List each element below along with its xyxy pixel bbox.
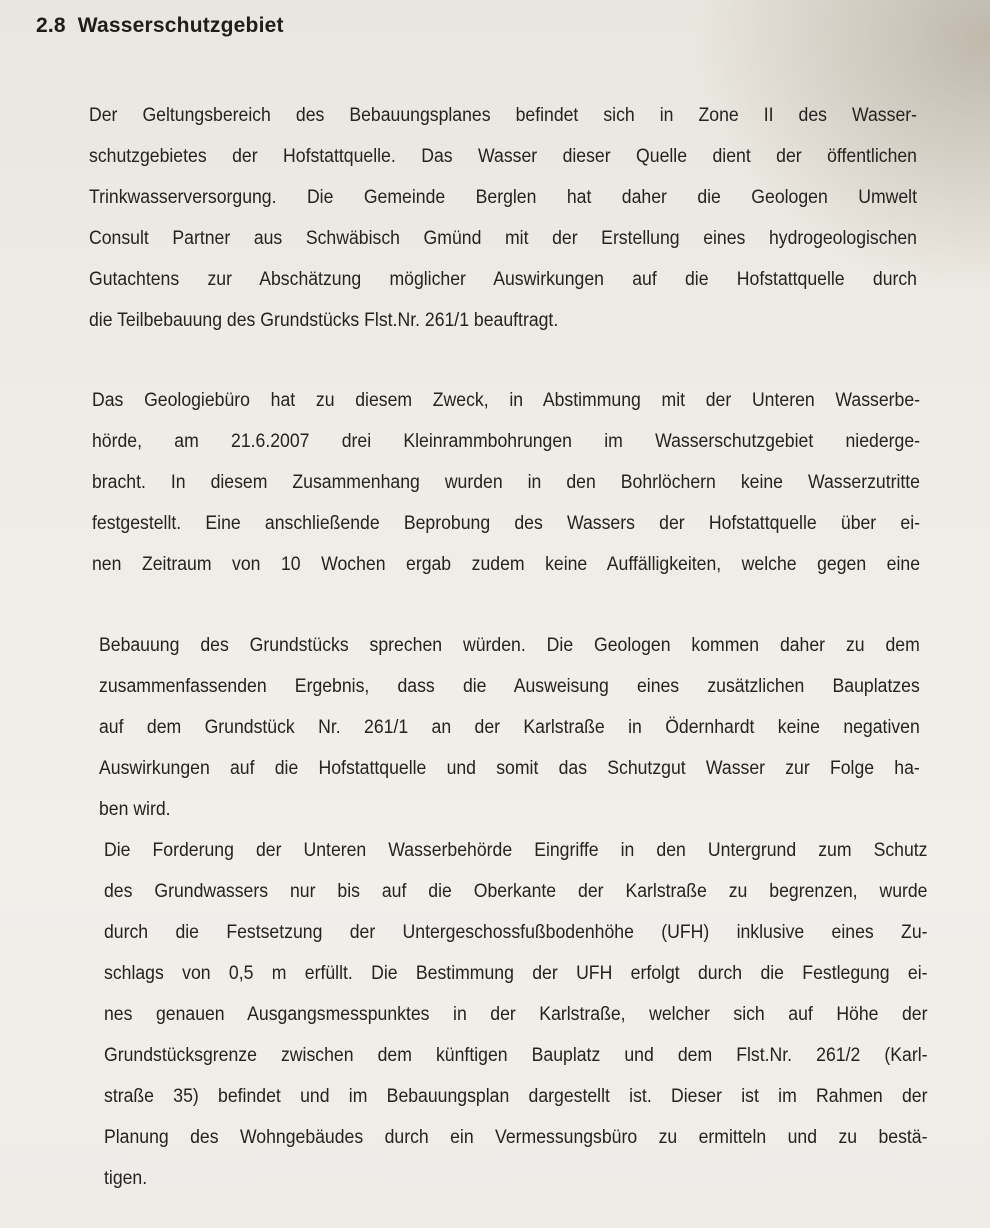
text-line: zusammenfassenden Ergebnis, dass die Ausweisung eines zusätzlichen Bauplatzes (99, 675, 920, 697)
text-line: schutzgebietes der Hofstattquelle. Das Wasser dieser Quelle dient der öffentlichen (89, 145, 917, 167)
section-title: Wasserschutzgebiet (77, 14, 284, 37)
text-line: tigen. (104, 1167, 148, 1189)
text-line: Der Geltungsbereich des Bebauungsplanes befindet sich in Zone II des Wasser- (89, 104, 917, 126)
text-line: Die Forderung der Unteren Wasserbehörde Eingriffe in den Untergrund zum Schutz (104, 839, 928, 861)
section-number: 2.8 (36, 14, 66, 37)
text-line: hörde, am 21.6.2007 drei Kleinrammbohrungen im Wasserschutzgebiet niederge- (92, 430, 920, 452)
text-line: Consult Partner aus Schwäbisch Gmünd mit der Erstellung eines hydrogeologischen (89, 227, 917, 249)
text-line: bracht. In diesem Zusammenhang wurden in den Bohrlöchern keine Wasserzutritte (92, 471, 920, 493)
text-line: Bebauung des Grundstücks sprechen würden. Die Geologen kommen daher zu dem (99, 634, 920, 656)
text-line: Auswirkungen auf die Hofstattquelle und somit das Schutzgut Wasser zur Folge ha- (99, 757, 920, 779)
text-line: nes genauen Ausgangsmesspunktes in der Karlstraße, welcher sich auf Höhe der (104, 1003, 928, 1025)
text-line: nen Zeitraum von 10 Wochen ergab zudem keine Auffälligkeiten, welche gegen eine (92, 553, 920, 575)
text-line: schlags von 0,5 m erfüllt. Die Bestimmung der UFH erfolgt durch die Festlegung ei- (104, 962, 928, 984)
text-line: Gutachtens zur Abschätzung möglicher Auswirkungen auf die Hofstattquelle durch (89, 268, 917, 290)
text-line: durch die Festsetzung der Untergeschossfußbodenhöhe (UFH) inklusive eines Zu- (104, 921, 928, 943)
text-line: des Grundwassers nur bis auf die Oberkante der Karlstraße zu begrenzen, wurde (104, 880, 928, 902)
text-line: Grundstücksgrenze zwischen dem künftigen Bauplatz und dem Flst.Nr. 261/2 (Karl- (104, 1044, 928, 1066)
text-line: Planung des Wohngebäudes durch ein Vermessungsbüro zu ermitteln und zu bestä- (104, 1126, 928, 1148)
text-line: die Teilbebauung des Grundstücks Flst.Nr. 261/1 beauftragt. (89, 309, 559, 331)
text-line: Trinkwasserversorgung. Die Gemeinde Berglen hat daher die Geologen Umwelt (89, 186, 917, 208)
section-heading (36, 14, 284, 38)
paragraph-geologiebuero (92, 380, 920, 585)
text-line: ben wird. (99, 798, 171, 820)
text-line: Das Geologiebüro hat zu diesem Zweck, in Abstimmung mit der Unteren Wasserbe- (92, 389, 920, 411)
paragraph-forderung (104, 830, 928, 1199)
paragraph-geltungsbereich (89, 95, 917, 341)
text-line: auf dem Grundstück Nr. 261/1 an der Karlstraße in Ödernhardt keine negativen (99, 716, 920, 738)
text-line: festgestellt. Eine anschließende Beprobung des Wassers der Hofstattquelle über ei- (92, 512, 920, 534)
paragraph-ergebnis (99, 625, 920, 830)
text-line: straße 35) befindet und im Bebauungsplan dargestellt ist. Dieser ist im Rahmen der (104, 1085, 928, 1107)
